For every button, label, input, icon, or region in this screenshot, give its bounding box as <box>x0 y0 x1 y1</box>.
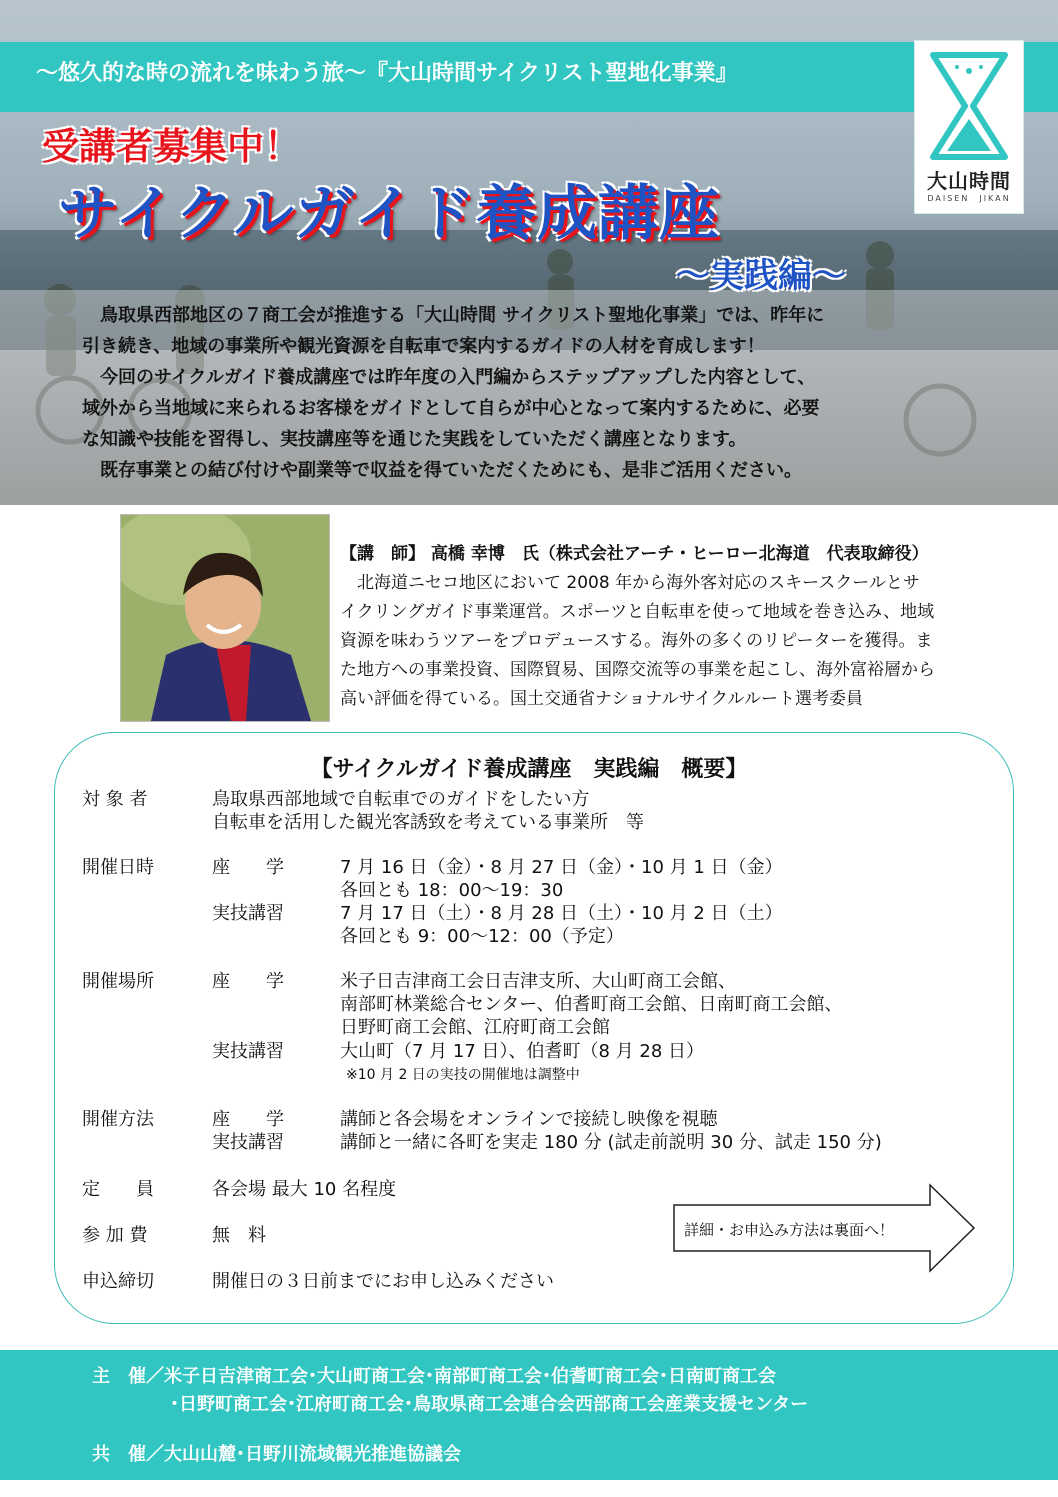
venue-jitsugi: 大山町（7 月 17 日）、伯耆町（8 月 28 日） <box>340 1041 705 1062</box>
main-title: サイクルガイド養成講座 <box>58 179 720 249</box>
venue-label: 開催場所 <box>82 971 154 992</box>
intro-line: 今回のサイクルガイド養成講座では昨年度の入門編からステップアップした内容として、 <box>82 367 816 388</box>
target-label: 対 象 者 <box>82 789 148 810</box>
lecturer-photo <box>120 514 330 722</box>
date-jitsugi-1: 7 月 17 日（土）・8 月 28 日（土）・10 月 2 日（土） <box>340 903 783 924</box>
tagline: ～悠久的な時の流れを味わう旅～『大山時間サイクリスト聖地化事業』 <box>36 61 738 86</box>
date-jitsugi-2: 各回とも 9：00～12：00（予定） <box>340 926 624 947</box>
method-jitsugi-label: 実技講習 <box>212 1132 284 1153</box>
host-line-1: 主 催／米子日吉津商工会･大山町商工会･南部町商工会･伯耆町商工会･日南町商工会 <box>92 1366 776 1387</box>
venue-zagaku-3: 日野町商工会館、江府町商工会館 <box>340 1017 610 1038</box>
lecturer-line: 資源を味わうツアーをプロデュースする。海外の多くのリピーターを獲得。ま <box>340 631 933 651</box>
method-label: 開催方法 <box>82 1109 154 1130</box>
deadline-value: 開催日の３日前までにお申し込みください <box>212 1271 554 1292</box>
daisen-jikan-logo <box>914 40 1024 214</box>
deadline-label: 申込締切 <box>82 1271 154 1292</box>
lecturer-profile <box>340 569 1036 714</box>
fee-value: 無 料 <box>212 1225 266 1246</box>
hourglass-icon <box>929 51 1009 161</box>
lecturer-line: 北海道ニセコ地区において 2008 年から海外客対応のスキースクールとサ <box>340 573 920 593</box>
date-zagaku-1: 7 月 16 日（金）・8 月 27 日（金）・10 月 1 日（金） <box>340 857 783 878</box>
intro-line: 鳥取県西部地区の７商工会が推進する「大山時間 サイクリスト聖地化事業」では、昨年に <box>82 305 825 326</box>
date-jitsugi-label: 実技講習 <box>212 903 284 924</box>
target-line-1: 鳥取県西部地域で自転車でのガイドをしたい方 <box>212 789 590 810</box>
lecturer-section <box>340 540 1036 714</box>
venue-zagaku-1: 米子日吉津商工会日吉津支所、大山町商工会館、 <box>340 971 736 992</box>
host-line-2: ･日野町商工会･江府町商工会･鳥取県商工会連合会西部商工会産業支援センター <box>170 1394 809 1415</box>
footer-band <box>0 1350 1058 1480</box>
venue-note: ※10 月 2 日の実技の開催地は調整中 <box>346 1067 580 1083</box>
target-line-2: 自転車を活用した観光客誘致を考えている事業所 等 <box>212 812 644 833</box>
method-zagaku: 講師と各会場をオンラインで接続し映像を視聴 <box>340 1109 718 1130</box>
intro-line: 域外から当地域に来られるお客様をガイドとして自らが中心となって案内するために、必要 <box>82 398 820 419</box>
cohost-line: 共 催／大山山麓･日野川流域観光推進協議会 <box>92 1444 461 1465</box>
intro-text <box>82 300 982 486</box>
logo-subtext: DAISEN JIKAN <box>927 194 1011 203</box>
arrow-text: 詳細・お申込み方法は裏面へ！ <box>684 1221 895 1239</box>
method-jitsugi: 講師と一緒に各町を実走 180 分 (試走前説明 30 分、試走 150 分) <box>340 1132 882 1153</box>
intro-line: な知識や技能を習得し、実技講座等を通じた実践をしていただく講座となります。 <box>82 429 747 450</box>
recruit-heading: 受講者募集中！ <box>42 125 301 168</box>
intro-line: 引き続き、地域の事業所や観光資源を自転車で案内するガイドの人材を育成します！ <box>82 336 765 357</box>
lecturer-portrait <box>121 515 329 721</box>
venue-zagaku-2: 南部町林業総合センター、伯耆町商工会館、日南町商工会館、 <box>340 994 843 1015</box>
date-zagaku-label: 座 学 <box>212 857 284 878</box>
capacity-label: 定 員 <box>82 1179 154 1200</box>
overview-title: 【サイクルガイド養成講座 実践編 概要】 <box>310 757 748 782</box>
capacity-value: 各会場 最大 10 名程度 <box>212 1179 397 1200</box>
lecturer-heading: 【講 師】 高橋 幸博 氏（株式会社アーチ・ヒーロー北海道 代表取締役） <box>340 544 929 564</box>
subtitle: ～実践編～ <box>676 256 846 296</box>
top-band <box>0 42 1058 112</box>
lecturer-line: た地方への事業投資、国際貿易、国際交流等の事業を起こし、海外富裕層から <box>340 660 935 680</box>
venue-zagaku-label: 座 学 <box>212 971 284 992</box>
method-zagaku-label: 座 学 <box>212 1109 284 1130</box>
logo-text: 大山時間 <box>927 169 1011 193</box>
fee-label: 参 加 費 <box>82 1225 148 1246</box>
lecturer-line: 高い評価を得ている。国土交通省ナショナルサイクルルート選考委員 <box>340 689 864 709</box>
lecturer-line: イクリングガイド事業運営。スポーツと自転車を使って地域を巻き込み、地域 <box>340 602 935 622</box>
intro-line: 既存事業との結び付けや副業等で収益を得ていただくためにも、是非ご活用ください。 <box>82 460 802 481</box>
venue-jitsugi-label: 実技講習 <box>212 1041 284 1062</box>
date-zagaku-2: 各回とも 18：00～19：30 <box>340 880 564 901</box>
date-label: 開催日時 <box>82 857 154 878</box>
